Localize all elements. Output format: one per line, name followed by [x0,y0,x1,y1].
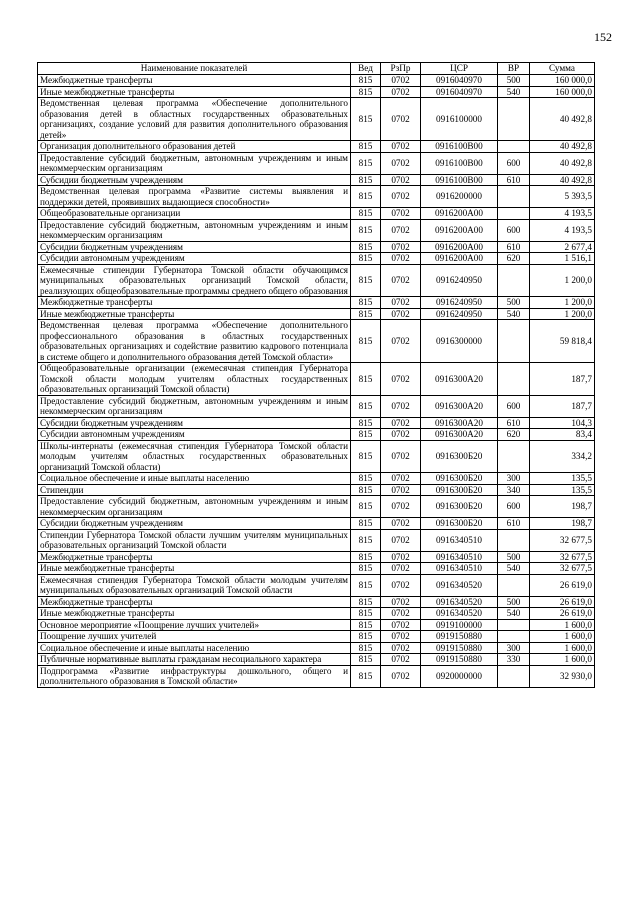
cell-ved: 815 [351,608,381,620]
cell-csr: 0919150880 [421,631,498,643]
cell-csr: 0916200А00 [421,253,498,265]
cell-ved: 815 [351,574,381,596]
cell-vr [498,619,530,631]
cell-name: Межбюджетные трансферты [38,75,351,87]
cell-rzpr: 0702 [381,429,421,441]
cell-name: Субсидии бюджетным учреждениям [38,174,351,186]
cell-csr: 0916340520 [421,608,498,620]
cell-ved: 815 [351,551,381,563]
cell-name: Субсидии бюджетным учреждениям [38,417,351,429]
cell-rzpr: 0702 [381,186,421,208]
cell-sum: 59 818,4 [530,320,595,363]
cell-sum: 32 677,5 [530,529,595,551]
cell-name: Социальное обеспечение и иные выплаты населению [38,642,351,654]
page-number: 152 [594,30,612,44]
cell-csr: 0916100В00 [421,174,498,186]
cell-vr [498,574,530,596]
cell-sum: 32 677,5 [530,551,595,563]
table-row [38,551,595,563]
cell-ved: 815 [351,563,381,575]
cell-ved: 815 [351,642,381,654]
cell-name: Межбюджетные трансферты [38,551,351,563]
cell-ved: 815 [351,440,381,473]
cell-vr: 610 [498,518,530,530]
cell-rzpr: 0702 [381,619,421,631]
cell-ved: 815 [351,529,381,551]
cell-sum: 187,7 [530,395,595,417]
table-row [38,219,595,241]
cell-sum: 5 393,5 [530,186,595,208]
cell-csr: 0916040970 [421,75,498,87]
cell-vr: 600 [498,152,530,174]
table-header-row [38,63,595,75]
cell-name: Субсидии бюджетным учреждениям [38,241,351,253]
table-row [38,253,595,265]
cell-name: Предоставление субсидий бюджетным, автономным учреждениям и иным некоммерческим организациям [38,395,351,417]
cell-rzpr: 0702 [381,395,421,417]
cell-vr: 620 [498,253,530,265]
cell-rzpr: 0702 [381,518,421,530]
cell-csr: 0916200000 [421,186,498,208]
cell-rzpr: 0702 [381,529,421,551]
cell-vr [498,208,530,220]
table-row [38,563,595,575]
cell-ved: 815 [351,631,381,643]
cell-vr [498,440,530,473]
cell-ved: 815 [351,665,381,687]
cell-name: Ведомственная целевая программа «Обеспечение дополнительного образования детей в областных государственных образовательных организациях, создание условий для развития дополнительного образования детей» [38,98,351,141]
cell-sum: 1 200,0 [530,264,595,297]
cell-rzpr: 0702 [381,208,421,220]
table-row [38,297,595,309]
cell-name: Субсидии автономным учреждениям [38,253,351,265]
cell-name: Общеобразовательные организации (ежемесячная стипендия Губернатора Томской области молодым учителям областных государственных образовательных организаций Томской области) [38,363,351,396]
cell-ved: 815 [351,253,381,265]
table-row [38,440,595,473]
cell-csr: 0916340510 [421,563,498,575]
cell-sum: 104,3 [530,417,595,429]
cell-vr [498,264,530,297]
cell-vr [498,665,530,687]
cell-csr: 0919100000 [421,619,498,631]
cell-vr [498,141,530,153]
table-row [38,529,595,551]
cell-name: Ежемесячная стипендия Губернатора Томской области молодым учителям муниципальных образовательных организаций Томской области [38,574,351,596]
cell-ved: 815 [351,484,381,496]
cell-ved: 815 [351,75,381,87]
cell-sum: 26 619,0 [530,574,595,596]
cell-rzpr: 0702 [381,75,421,87]
cell-sum: 40 492,8 [530,152,595,174]
cell-ved: 815 [351,496,381,518]
table-row [38,473,595,485]
cell-vr [498,631,530,643]
cell-ved: 815 [351,208,381,220]
cell-vr: 300 [498,642,530,654]
cell-rzpr: 0702 [381,551,421,563]
cell-sum: 1 600,0 [530,642,595,654]
cell-sum: 160 000,0 [530,75,595,87]
cell-sum: 1 600,0 [530,631,595,643]
col-header-ved: Вед [351,63,381,75]
cell-ved: 815 [351,596,381,608]
cell-ved: 815 [351,141,381,153]
cell-name: Школы-интернаты (ежемесячная стипендия Губернатора Томской области молодым учителям областных государственных образовательных организаций Томской области) [38,440,351,473]
cell-ved: 815 [351,98,381,141]
cell-name: Иные межбюджетные трансферты [38,308,351,320]
cell-rzpr: 0702 [381,241,421,253]
cell-sum: 187,7 [530,363,595,396]
cell-name: Общеобразовательные организации [38,208,351,220]
cell-csr: 0916300Б20 [421,484,498,496]
table-row [38,264,595,297]
cell-ved: 815 [351,297,381,309]
cell-rzpr: 0702 [381,654,421,666]
table-row [38,596,595,608]
cell-ved: 815 [351,308,381,320]
cell-rzpr: 0702 [381,563,421,575]
cell-rzpr: 0702 [381,363,421,396]
cell-csr: 0916240950 [421,297,498,309]
cell-vr: 540 [498,563,530,575]
cell-rzpr: 0702 [381,574,421,596]
cell-csr: 0920000000 [421,665,498,687]
cell-vr: 330 [498,654,530,666]
table-row [38,141,595,153]
cell-vr: 600 [498,496,530,518]
cell-ved: 815 [351,241,381,253]
cell-rzpr: 0702 [381,417,421,429]
cell-rzpr: 0702 [381,665,421,687]
cell-name: Иные межбюджетные трансферты [38,86,351,98]
table-row [38,186,595,208]
cell-csr: 0916300А20 [421,417,498,429]
cell-sum: 198,7 [530,518,595,530]
cell-rzpr: 0702 [381,642,421,654]
cell-name: Межбюджетные трансферты [38,297,351,309]
cell-rzpr: 0702 [381,308,421,320]
cell-sum: 1 600,0 [530,619,595,631]
cell-sum: 83,4 [530,429,595,441]
cell-rzpr: 0702 [381,253,421,265]
cell-sum: 2 677,4 [530,241,595,253]
cell-ved: 815 [351,219,381,241]
cell-sum: 4 193,5 [530,219,595,241]
cell-ved: 815 [351,320,381,363]
cell-csr: 0919150880 [421,654,498,666]
cell-csr: 0916300Б20 [421,473,498,485]
table-row [38,75,595,87]
cell-vr: 300 [498,473,530,485]
col-header-rzpr: РзПр [381,63,421,75]
cell-name: Иные межбюджетные трансферты [38,563,351,575]
cell-csr: 0916300Б20 [421,440,498,473]
budget-table [37,62,595,688]
cell-rzpr: 0702 [381,152,421,174]
cell-sum: 40 492,8 [530,141,595,153]
cell-sum: 1 200,0 [530,308,595,320]
cell-ved: 815 [351,417,381,429]
cell-csr: 0916300А20 [421,429,498,441]
cell-sum: 40 492,8 [530,98,595,141]
cell-csr: 0916340510 [421,551,498,563]
cell-vr: 540 [498,308,530,320]
cell-name: Предоставление субсидий бюджетным, автономным учреждениям и иным некоммерческим организациям [38,152,351,174]
cell-rzpr: 0702 [381,86,421,98]
table-row [38,484,595,496]
cell-vr: 600 [498,219,530,241]
cell-sum: 135,5 [530,473,595,485]
table-row [38,496,595,518]
cell-vr: 340 [498,484,530,496]
cell-rzpr: 0702 [381,174,421,186]
cell-csr: 0916300000 [421,320,498,363]
cell-ved: 815 [351,186,381,208]
cell-sum: 26 619,0 [530,608,595,620]
col-header-csr: ЦСР [421,63,498,75]
cell-csr: 0916100В00 [421,152,498,174]
cell-rzpr: 0702 [381,631,421,643]
table-row [38,86,595,98]
cell-rzpr: 0702 [381,264,421,297]
cell-vr [498,186,530,208]
cell-name: Субсидии бюджетным учреждениям [38,518,351,530]
cell-name: Межбюджетные трансферты [38,596,351,608]
cell-sum: 334,2 [530,440,595,473]
table-row [38,363,595,396]
cell-sum: 4 193,5 [530,208,595,220]
cell-vr: 540 [498,608,530,620]
cell-vr: 610 [498,174,530,186]
table-row [38,308,595,320]
cell-csr: 0916340520 [421,596,498,608]
cell-csr: 0916200А00 [421,219,498,241]
cell-rzpr: 0702 [381,473,421,485]
table-row [38,665,595,687]
cell-rzpr: 0702 [381,219,421,241]
cell-ved: 815 [351,264,381,297]
table-row [38,417,595,429]
cell-csr: 0916200А00 [421,208,498,220]
table-row [38,320,595,363]
cell-name: Предоставление субсидий бюджетным, автономным учреждениям и иным некоммерческим организациям [38,219,351,241]
cell-rzpr: 0702 [381,484,421,496]
cell-rzpr: 0702 [381,596,421,608]
cell-csr: 0916300А20 [421,395,498,417]
cell-vr: 500 [498,596,530,608]
cell-name: Стипендии [38,484,351,496]
cell-sum: 40 492,8 [530,174,595,186]
cell-ved: 815 [351,518,381,530]
cell-vr: 600 [498,395,530,417]
cell-csr: 0916300Б20 [421,496,498,518]
table-row [38,574,595,596]
cell-rzpr: 0702 [381,98,421,141]
cell-csr: 0916340520 [421,574,498,596]
cell-name: Публичные нормативные выплаты гражданам несоциального характера [38,654,351,666]
cell-name: Субсидии автономным учреждениям [38,429,351,441]
cell-rzpr: 0702 [381,608,421,620]
table-row [38,654,595,666]
table-row [38,395,595,417]
cell-rzpr: 0702 [381,297,421,309]
cell-name: Организация дополнительного образования детей [38,141,351,153]
table-row [38,241,595,253]
cell-sum: 26 619,0 [530,596,595,608]
col-header-vr: ВР [498,63,530,75]
cell-csr: 0916040970 [421,86,498,98]
cell-vr: 610 [498,417,530,429]
cell-csr: 0919150880 [421,642,498,654]
table-row [38,518,595,530]
cell-ved: 815 [351,429,381,441]
cell-csr: 0916100В00 [421,141,498,153]
cell-csr: 0916240950 [421,308,498,320]
cell-csr: 0916240950 [421,264,498,297]
cell-ved: 815 [351,152,381,174]
cell-name: Предоставление субсидий бюджетным, автономным учреждениям и иным некоммерческим организациям [38,496,351,518]
cell-sum: 1 600,0 [530,654,595,666]
cell-sum: 1 516,1 [530,253,595,265]
cell-sum: 135,5 [530,484,595,496]
cell-csr: 0916340510 [421,529,498,551]
cell-csr: 0916300А20 [421,363,498,396]
cell-vr: 610 [498,241,530,253]
table-body [38,75,595,688]
cell-csr: 0916200А00 [421,241,498,253]
cell-csr: 0916100000 [421,98,498,141]
cell-vr: 500 [498,551,530,563]
table-row [38,98,595,141]
cell-name: Ведомственная целевая программа «Обеспечение дополнительного профессионального образования в областных государственных образовательных организациях и содействие развитию кадрового потенциала в системе общего и дополнительного образования детей Томской области» [38,320,351,363]
cell-ved: 815 [351,619,381,631]
cell-sum: 160 000,0 [530,86,595,98]
cell-rzpr: 0702 [381,440,421,473]
table-row [38,631,595,643]
cell-rzpr: 0702 [381,141,421,153]
table-row [38,208,595,220]
cell-name: Социальное обеспечение и иные выплаты населению [38,473,351,485]
cell-vr: 540 [498,86,530,98]
table-row [38,642,595,654]
cell-vr [498,320,530,363]
cell-ved: 815 [351,473,381,485]
cell-sum: 32 677,5 [530,563,595,575]
col-header-sum: Сумма [530,63,595,75]
cell-ved: 815 [351,174,381,186]
cell-name: Ведомственная целевая программа «Развитие системы выявления и поддержки детей, проявивших выдающиеся способности» [38,186,351,208]
cell-sum: 198,7 [530,496,595,518]
cell-vr: 500 [498,297,530,309]
cell-name: Стипендии Губернатора Томской области лучшим учителям муниципальных образовательных организаций Томской области [38,529,351,551]
cell-sum: 1 200,0 [530,297,595,309]
cell-ved: 815 [351,395,381,417]
cell-csr: 0916300Б20 [421,518,498,530]
cell-name: Иные межбюджетные трансферты [38,608,351,620]
cell-ved: 815 [351,654,381,666]
table-row [38,152,595,174]
cell-name: Подпрограмма «Развитие инфраструктуры дошкольного, общего и дополнительного образования в Томской области» [38,665,351,687]
table-row [38,619,595,631]
cell-vr [498,363,530,396]
table-row [38,174,595,186]
table-row [38,608,595,620]
cell-sum: 32 930,0 [530,665,595,687]
cell-rzpr: 0702 [381,320,421,363]
col-header-name: Наименование показателей [38,63,351,75]
cell-vr: 500 [498,75,530,87]
table-row [38,429,595,441]
cell-vr [498,98,530,141]
cell-name: Ежемесячные стипендии Губернатора Томской области обучающимся муниципальных образовательных организаций Томской области, реализующих общеобразовательные программы среднего общего образования [38,264,351,297]
cell-ved: 815 [351,363,381,396]
cell-rzpr: 0702 [381,496,421,518]
cell-vr [498,529,530,551]
cell-name: Поощрение лучших учителей [38,631,351,643]
cell-ved: 815 [351,86,381,98]
cell-vr: 620 [498,429,530,441]
cell-name: Основное мероприятие «Поощрение лучших учителей» [38,619,351,631]
